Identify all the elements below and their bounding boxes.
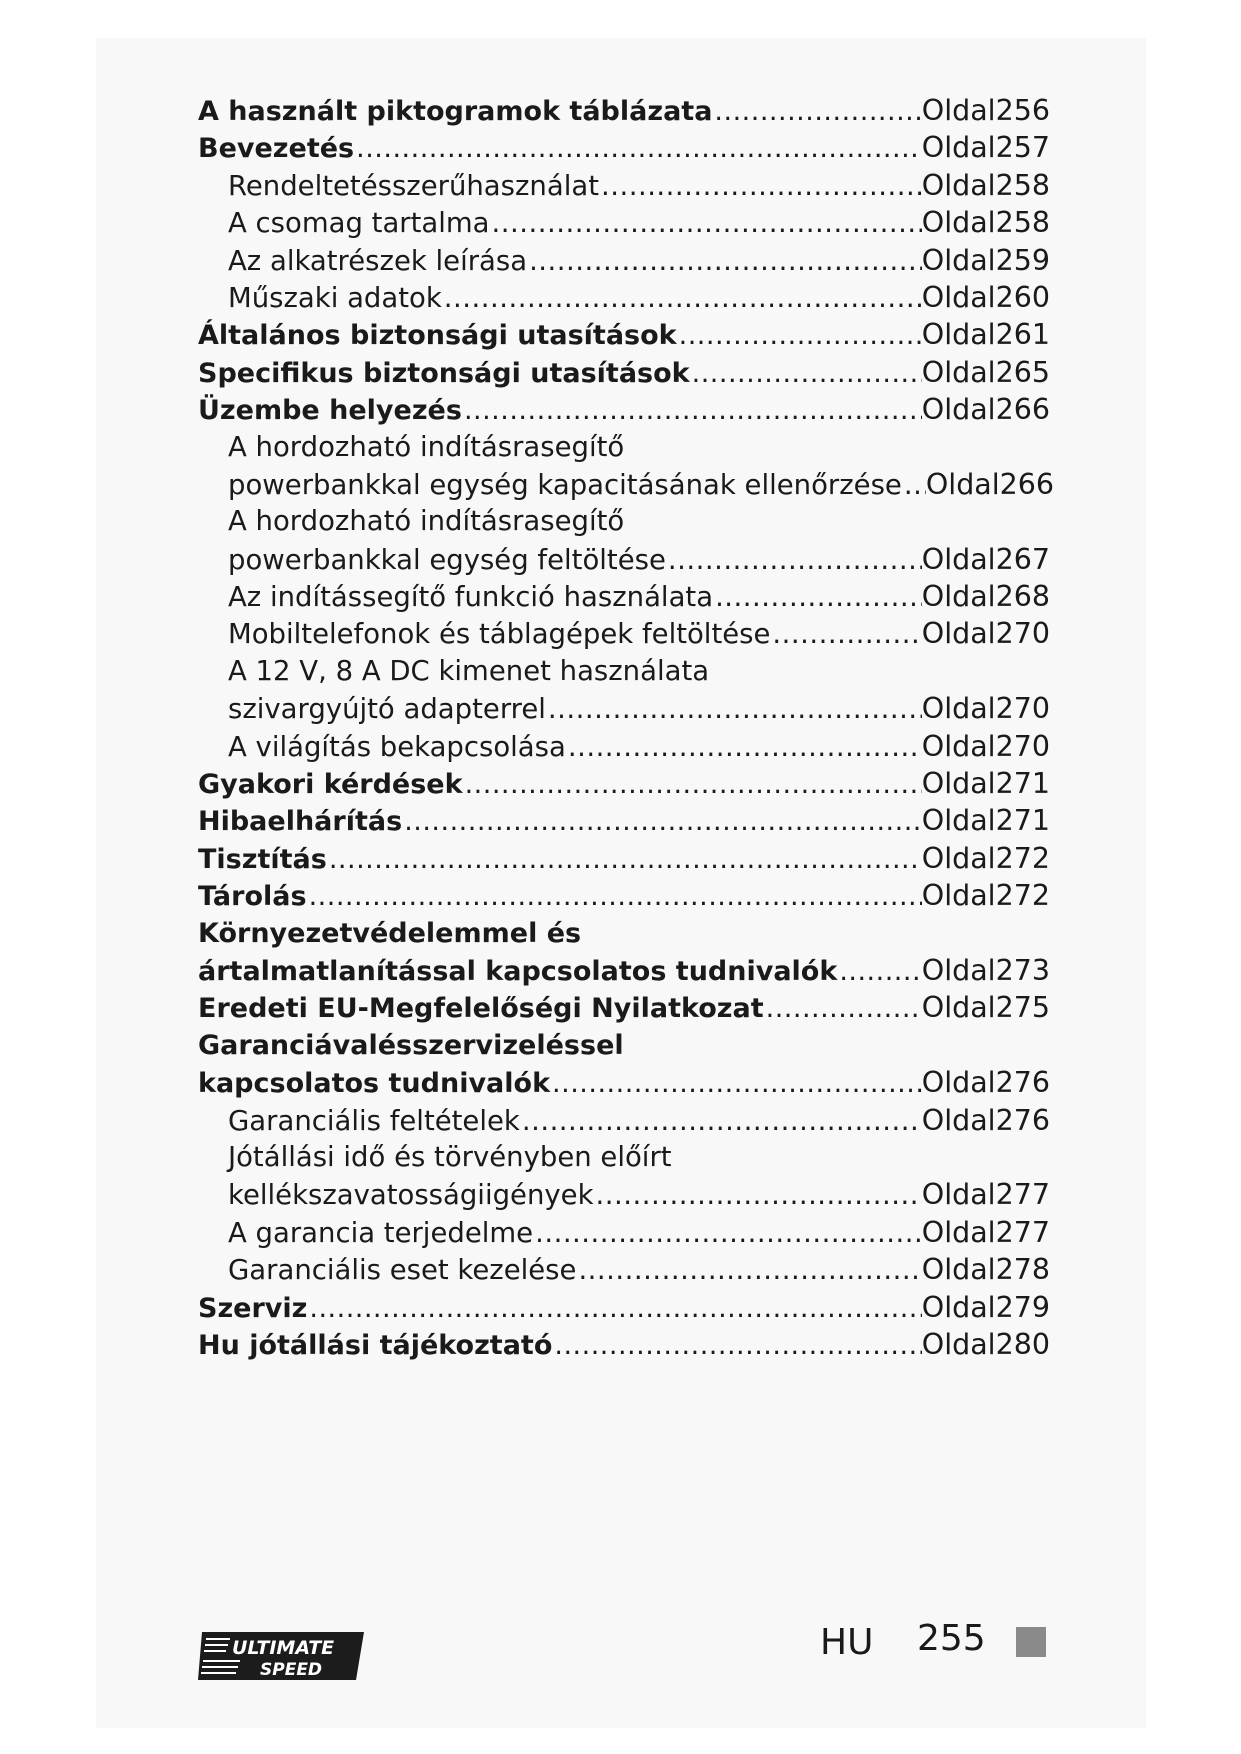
toc-entry-title: A 12 V, 8 A DC kimenet használata (228, 654, 710, 687)
toc-entry-title: Garanciávalésszervizeléssel (198, 1029, 624, 1061)
toc-entry-page: Oldal270 (921, 729, 1050, 763)
toc-entry (198, 1214, 1050, 1251)
toc-entry (198, 653, 1050, 690)
toc-entry (198, 1176, 1050, 1213)
toc-entry-title: Eredeti EU-Megfelelőségi Nyilatkozat (198, 993, 764, 1025)
toc-entry (198, 1102, 1050, 1139)
toc-entry-title: Garanciális eset kezelése (228, 1254, 577, 1287)
toc-entry-title: Tisztítás (198, 843, 327, 875)
toc-dot-leader (462, 392, 922, 429)
toc-entry (198, 1139, 1050, 1176)
toc-entry-page: Oldal278 (921, 1253, 1050, 1287)
toc-entry (198, 541, 1050, 578)
toc-entry (198, 1251, 1050, 1288)
logo-text-ultimate: ULTIMATE (232, 1637, 335, 1659)
toc-dot-leader (550, 1065, 922, 1102)
toc-entry (198, 1289, 1050, 1326)
toc-dot-leader (490, 205, 922, 242)
toc-entry (198, 92, 1050, 129)
toc-entry-title: Általános biztonsági utasítások (198, 320, 677, 352)
toc-entry (198, 129, 1050, 166)
toc-entry (198, 989, 1050, 1026)
toc-entry-title: Bevezetés (198, 133, 355, 165)
toc-entry (198, 1027, 1050, 1064)
toc-entry-title: Üzembe helyezés (198, 395, 462, 427)
toc-dot-leader (552, 1327, 921, 1364)
toc-entry (198, 167, 1050, 204)
language-code: HU (820, 1622, 874, 1663)
toc-dot-leader (527, 243, 922, 280)
toc-entry-page: Oldal258 (921, 206, 1050, 240)
toc-dot-leader (566, 729, 922, 766)
toc-entry-page: Oldal270 (921, 692, 1050, 726)
toc-dot-leader (546, 691, 922, 728)
toc-entry-title: A hordozható indításrasegítő (228, 430, 625, 463)
toc-entry (198, 279, 1050, 316)
toc-entry-title: szivargyújtó adapterrel (228, 693, 546, 726)
toc-dot-leader (599, 168, 922, 205)
toc-entry (198, 1326, 1050, 1363)
toc-entry-title: Az alkatrészek leírása (228, 244, 528, 277)
toc-entry-title: A csomag tartalma (228, 207, 490, 240)
toc-entry-title: Gyakori kérdések (198, 769, 463, 801)
toc-entry-page: Oldal268 (921, 580, 1050, 614)
toc-entry-page: Oldal272 (921, 879, 1050, 913)
toc-entry (198, 354, 1050, 391)
toc-entry-page: Oldal259 (921, 243, 1050, 277)
toc-entry-page: Oldal267 (921, 542, 1050, 576)
toc-entry-title: A garancia terjedelme (228, 1216, 534, 1249)
toc-entry-title: powerbankkal egység kapacitásának ellenőrzése (228, 468, 902, 501)
toc-entry-title: Szerviz (198, 1292, 308, 1324)
toc-entry (198, 391, 1050, 428)
toc-entry-title: A világítás bekapcsolása (228, 730, 566, 763)
toc-entry-page: Oldal261 (921, 318, 1050, 352)
table-of-contents (198, 92, 1055, 1363)
toc-dot-leader (327, 841, 922, 878)
toc-entry-page: Oldal280 (921, 1327, 1050, 1361)
toc-dot-leader (520, 1103, 922, 1140)
page-number: 255 (917, 1618, 986, 1659)
toc-entry (198, 503, 1050, 540)
toc-dot-leader (690, 355, 922, 392)
toc-entry-page: Oldal271 (921, 767, 1050, 801)
toc-entry (198, 915, 1050, 952)
toc-entry-page: Oldal276 (921, 1103, 1050, 1137)
toc-dot-leader (837, 953, 921, 990)
toc-entry-title: Környezetvédelemmel és (198, 917, 582, 949)
toc-entry-title: Hu jótállási tájékoztató (198, 1329, 553, 1361)
toc-entry (198, 728, 1050, 765)
toc-entry-title: powerbankkal egység feltöltése (228, 543, 666, 576)
toc-dot-leader (712, 93, 921, 130)
toc-dot-leader (402, 803, 922, 840)
toc-entry-page: Oldal276 (921, 1066, 1050, 1100)
toc-entry (198, 429, 1050, 466)
toc-entry-page: Oldal257 (921, 131, 1050, 165)
ultimate-speed-logo (198, 1630, 366, 1682)
toc-entry-page: Oldal273 (921, 953, 1050, 987)
toc-entry-title: kellékszavatosságiigények (228, 1179, 594, 1212)
toc-dot-leader (764, 990, 922, 1027)
toc-dot-leader (354, 130, 922, 167)
toc-entry-page: Oldal279 (921, 1290, 1050, 1324)
toc-dot-leader (463, 766, 922, 803)
toc-entry-title: Tárolás (198, 881, 307, 913)
toc-dot-leader (533, 1215, 922, 1252)
toc-entry-page: Oldal258 (921, 168, 1050, 202)
toc-entry-title: Mobiltelefonok és táblagépek feltöltése (228, 618, 771, 651)
toc-dot-leader (594, 1177, 922, 1214)
toc-dot-leader (902, 467, 926, 504)
toc-entry-page: Oldal277 (921, 1215, 1050, 1249)
toc-entry-title: Rendeltetésszerűhasználat (228, 169, 599, 202)
toc-entry-title: A használt piktogramok táblázata (198, 96, 713, 127)
toc-entry (198, 204, 1050, 241)
toc-entry-page: Oldal275 (921, 991, 1050, 1025)
toc-entry-title: Jótállási idő és törvényben előírt (228, 1140, 672, 1173)
toc-entry (198, 466, 1055, 503)
logo-text-speed: SPEED (260, 1660, 323, 1680)
toc-entry-page: Oldal265 (921, 355, 1050, 389)
toc-entry-title: kapcsolatos tudnivalók (198, 1068, 551, 1100)
toc-dot-leader (576, 1252, 921, 1289)
page-marker-square (1016, 1627, 1046, 1657)
toc-entry (198, 578, 1050, 615)
toc-entry-title: Specifikus biztonsági utasítások (198, 357, 690, 389)
toc-entry-page: Oldal272 (921, 841, 1050, 875)
toc-entry-page: Oldal256 (921, 94, 1050, 127)
toc-entry (198, 802, 1050, 839)
toc-entry (198, 877, 1050, 914)
toc-entry-page: Oldal260 (921, 280, 1050, 314)
toc-entry (198, 1064, 1050, 1101)
toc-entry-title: Az indítássegítő funkció használata (228, 581, 714, 614)
toc-entry-title: Hibaelhárítás (198, 806, 403, 838)
toc-entry (198, 242, 1050, 279)
toc-entry-page: Oldal270 (921, 617, 1050, 651)
toc-entry-page: Oldal277 (921, 1178, 1050, 1212)
toc-dot-leader (770, 616, 921, 653)
toc-entry (198, 690, 1050, 727)
toc-entry (198, 765, 1050, 802)
toc-entry-title: A hordozható indításrasegítő (228, 505, 625, 538)
toc-entry (198, 952, 1050, 989)
toc-entry-page: Oldal266 (925, 467, 1055, 501)
toc-entry (198, 840, 1050, 877)
toc-dot-leader (713, 579, 922, 616)
toc-dot-leader (307, 878, 922, 915)
toc-dot-leader (677, 317, 922, 354)
toc-entry (198, 615, 1050, 652)
toc-dot-leader (307, 1290, 921, 1327)
toc-entry (198, 316, 1050, 353)
toc-entry-page: Oldal266 (921, 393, 1050, 427)
toc-entry-page: Oldal271 (921, 804, 1050, 838)
toc-entry-title: Műszaki adatok (228, 281, 442, 314)
toc-entry-title: ártalmatlanítással kapcsolatos tudnivalók (198, 955, 838, 987)
toc-dot-leader (666, 542, 922, 579)
toc-dot-leader (442, 280, 922, 317)
toc-entry-title: Garanciális feltételek (228, 1104, 520, 1137)
